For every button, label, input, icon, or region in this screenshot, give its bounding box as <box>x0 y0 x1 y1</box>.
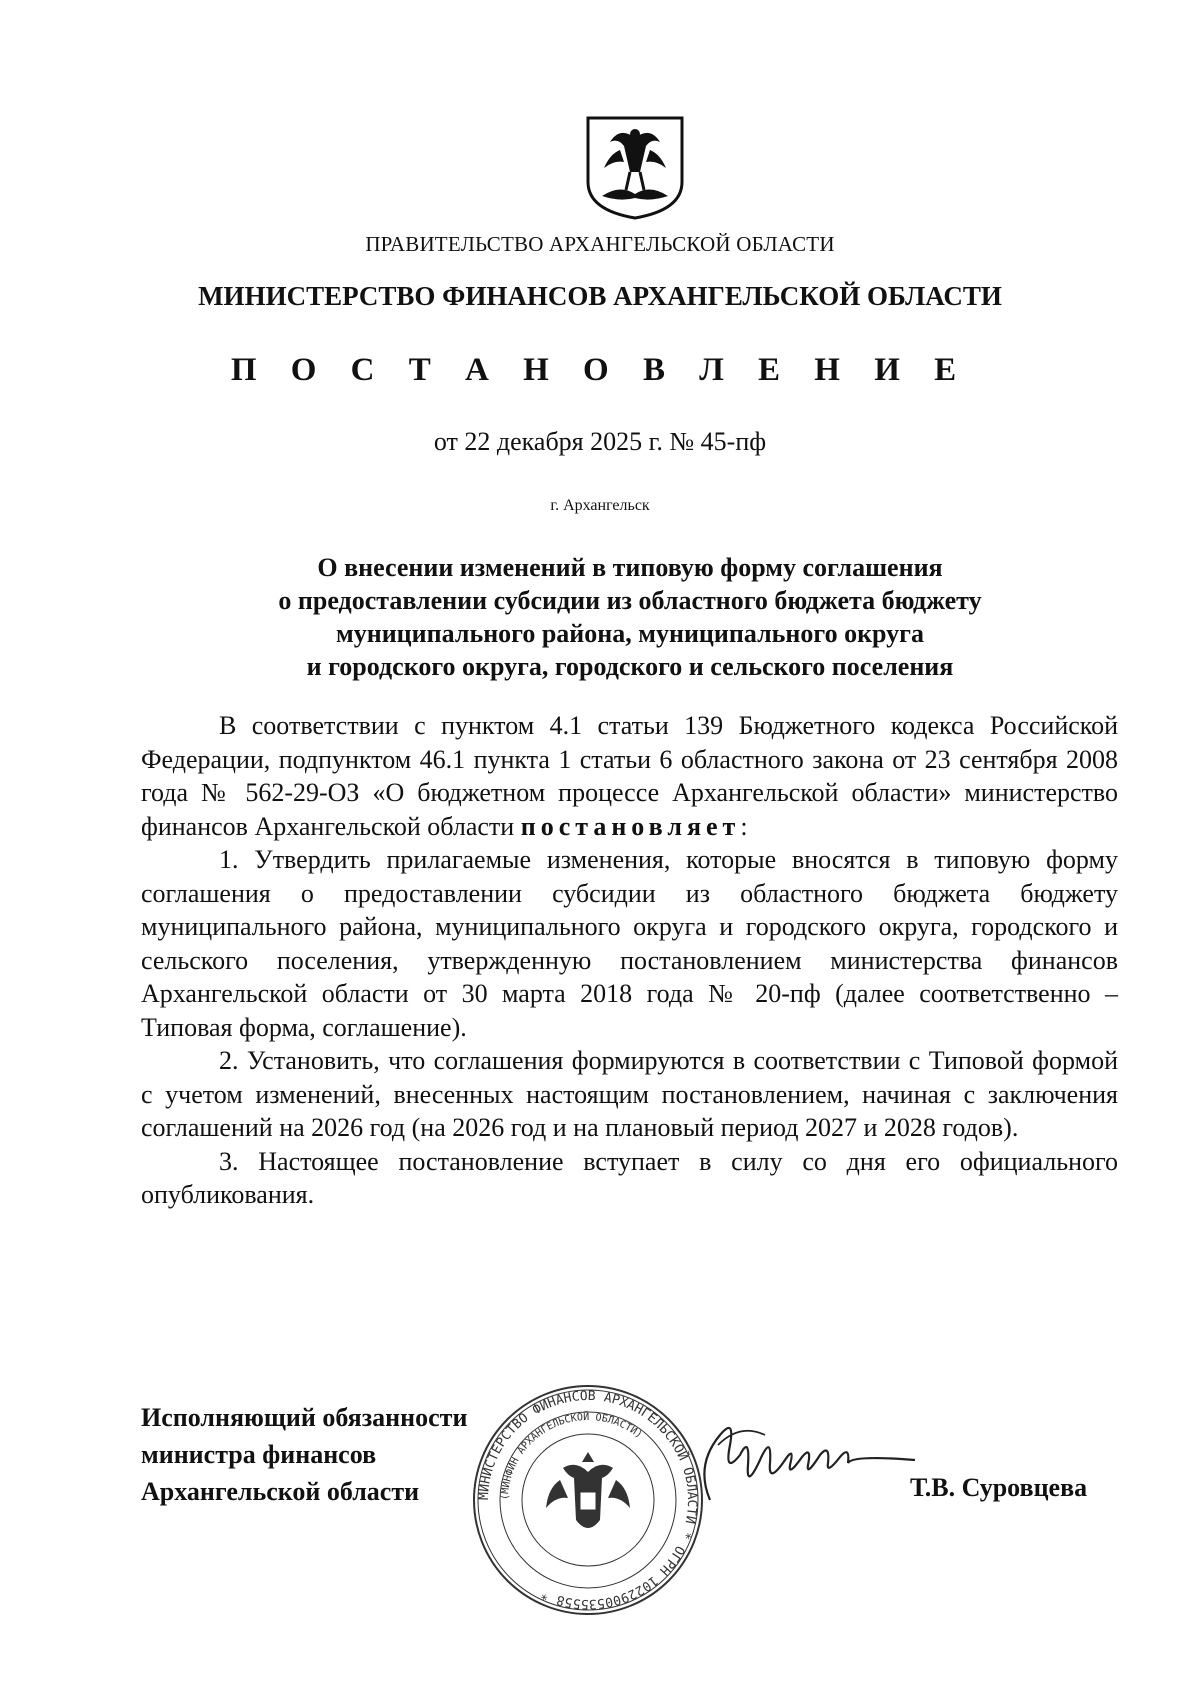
coat-of-arms-icon <box>580 112 690 220</box>
item-2-paragraph: 2. Установить, что соглашения формируются в соответствии с Типовой формой с учетом изменений, внесенных настоящим постановлением, начиная с заключения соглашений на 2026 год (на 2026 год и на плановый период 2027 и 2028 годов). <box>141 1046 1118 1142</box>
signatory-title-line: министра финансов <box>141 1440 377 1469</box>
decides-word: постановляет <box>520 811 741 841</box>
signatory-title-line: Архангельской области <box>141 1477 420 1506</box>
stamp-outer-text: МИНИСТЕРСТВО ФИНАНСОВ АРХАНГЕЛЬСКОЙ ОБЛАСТИ * ОГРН 1022900535558 * <box>476 1388 700 1612</box>
title-line: О внесении изменений в типовую форму соглашения <box>317 553 943 582</box>
title-line: муниципального района, муниципального округа <box>336 619 924 648</box>
city: г. Архангельск <box>550 497 650 514</box>
title-line: и городского округа, городского и сельского поселения <box>306 652 954 681</box>
item-3-paragraph: 3. Настоящее постановление вступает в силу со дня его официального опубликования. <box>141 1146 1118 1209</box>
handwritten-signature-icon <box>690 1405 920 1515</box>
preamble-paragraph <box>141 709 1118 843</box>
official-stamp-icon <box>468 1380 708 1620</box>
document-body <box>141 709 1118 1212</box>
ministry-name: МИНИСТЕРСТВО ФИНАНСОВ АРХАНГЕЛЬСКОЙ ОБЛАСТИ <box>198 281 1002 311</box>
signatory-name: Т.В. Суровцева <box>910 1473 1088 1502</box>
document-type: П О С Т А Н О В Л Е Н И Е <box>230 352 970 388</box>
preamble-text: В соответствии с пунктом 4.1 статьи 139 Бюджетного кодекса Российской Федерации, подпунктом 46.1 пункта 1 статьи 6 областного закона от 23 сентября 2008 года № 562-29-ОЗ «О бюджетном процессе Архангельской области» министерство финансов Архангельской области <box>141 711 1118 841</box>
government-name: ПРАВИТЕЛЬСТВО АРХАНГЕЛЬСКОЙ ОБЛАСТИ <box>365 232 835 256</box>
document-title <box>200 551 1060 683</box>
signatory-title <box>141 1399 467 1510</box>
signatory-title-line: Исполняющий обязанности <box>141 1403 468 1432</box>
date-and-number: от 22 декабря 2025 г. № 45-пф <box>433 427 767 456</box>
title-line: о предоставлении субсидии из областного бюджета бюджету <box>278 586 982 615</box>
stamp-inner-text: (МИНФИН АРХАНГЕЛЬСКОЙ ОБЛАСТИ) <box>499 1411 645 1501</box>
decides-colon: : <box>740 811 748 841</box>
item-1-paragraph: 1. Утвердить прилагаемые изменения, которые вносятся в типовую форму соглашения о предоставлении субсидии из областного бюджета бюджету муниципального района, муниципального округа и городского округа, городского и сельского поселения, утвержденную постановлением министерства финансов Архангельской области от 30 марта 2018 года № 20-пф (далее соответственно – Типовая форма, соглашение). <box>141 845 1118 1042</box>
